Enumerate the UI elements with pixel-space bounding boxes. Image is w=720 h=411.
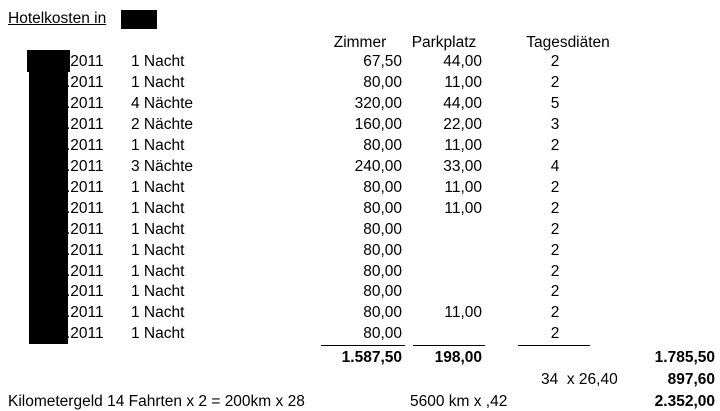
row-nights: 1 Nacht: [131, 325, 185, 342]
row-room-cost: 160,00: [354, 116, 402, 133]
row-date: .2011: [66, 242, 104, 259]
mileage-total: 2.352,00: [654, 393, 715, 410]
row-room-cost: 80,00: [363, 221, 402, 238]
row-room-cost: 80,00: [363, 304, 402, 321]
row-nights: 1 Nacht: [131, 304, 185, 321]
row-room-cost: 67,50: [363, 53, 402, 70]
per-diem-sum-rule: [518, 345, 590, 346]
row-per-diem-days: 2: [550, 221, 560, 238]
per-diem-calculation: 34 x 26,40: [541, 371, 618, 388]
header-parking: Parkplatz: [411, 34, 477, 51]
row-per-diem-days: 2: [550, 53, 560, 70]
row-per-diem-days: 2: [550, 304, 560, 321]
row-nights: 1 Nacht: [131, 137, 185, 154]
row-parking-cost: 22,00: [443, 116, 482, 133]
row-date: .2011: [66, 158, 104, 175]
row-per-diem-days: 2: [550, 200, 560, 217]
row-date: .2011: [66, 304, 104, 321]
row-room-cost: 80,00: [363, 283, 402, 300]
room-sum-rule: [321, 345, 405, 346]
row-room-cost: 80,00: [363, 137, 402, 154]
row-date: .2011: [66, 221, 104, 238]
date-redaction: [29, 301, 68, 323]
date-redaction: [29, 71, 68, 93]
parking-sum-rule: [413, 345, 485, 346]
row-parking-cost: 11,00: [444, 137, 482, 154]
row-nights: 4 Nächte: [131, 95, 194, 112]
row-per-diem-days: 4: [550, 158, 560, 175]
date-redaction: [29, 218, 68, 240]
row-per-diem-days: 2: [550, 242, 560, 259]
row-date: .2011: [66, 74, 104, 91]
title-redaction: [121, 10, 157, 29]
row-room-cost: 80,00: [363, 200, 402, 217]
row-date: .2011: [66, 283, 104, 300]
row-parking-cost: 44,00: [443, 95, 482, 112]
row-date: .2011: [66, 137, 104, 154]
row-per-diem-days: 5: [550, 95, 560, 112]
row-parking-cost: 44,00: [443, 53, 482, 70]
date-redaction: [29, 155, 68, 177]
row-room-cost: 80,00: [363, 263, 402, 280]
row-nights: 1 Nacht: [131, 221, 185, 238]
row-per-diem-days: 2: [550, 263, 560, 280]
row-per-diem-days: 2: [550, 74, 560, 91]
date-redaction: [29, 92, 68, 114]
row-nights: 1 Nacht: [131, 263, 185, 280]
row-date: .2011: [66, 53, 104, 70]
date-redaction: [29, 134, 68, 156]
row-room-cost: 240,00: [354, 158, 402, 175]
mileage-calculation: 5600 km x ,42: [410, 393, 508, 410]
row-room-cost: 320,00: [354, 95, 402, 112]
sheet-title: Hotelkosten in: [8, 10, 107, 27]
row-per-diem-days: 2: [550, 325, 560, 342]
parking-total: 198,00: [434, 349, 482, 366]
mileage-label: Kilometergeld 14 Fahrten x 2 = 200km x 28: [8, 393, 305, 410]
per-diem-total: 897,60: [667, 371, 715, 388]
row-nights: 1 Nacht: [131, 53, 185, 70]
row-date: .2011: [66, 116, 104, 133]
hotel-grand-total: 1.785,50: [654, 349, 715, 366]
row-parking-cost: 11,00: [444, 74, 482, 91]
row-parking-cost: 11,00: [444, 200, 482, 217]
row-date: .2011: [66, 179, 104, 196]
header-room: Zimmer: [333, 34, 387, 51]
row-per-diem-days: 2: [550, 179, 560, 196]
date-redaction: [27, 50, 70, 72]
row-room-cost: 80,00: [363, 74, 402, 91]
row-parking-cost: 11,00: [444, 179, 482, 196]
row-per-diem-days: 2: [550, 137, 560, 154]
row-per-diem-days: 2: [550, 283, 560, 300]
date-redaction: [29, 239, 68, 261]
row-parking-cost: 11,00: [444, 304, 482, 321]
row-room-cost: 80,00: [363, 179, 402, 196]
row-room-cost: 80,00: [363, 242, 402, 259]
row-nights: 1 Nacht: [131, 242, 185, 259]
date-redaction: [29, 197, 68, 219]
date-redaction: [29, 260, 68, 282]
row-date: .2011: [66, 325, 104, 342]
date-redaction: [29, 176, 68, 198]
date-redaction: [29, 113, 68, 135]
row-nights: 1 Nacht: [131, 200, 185, 217]
row-nights: 1 Nacht: [131, 179, 185, 196]
date-redaction: [29, 322, 68, 344]
row-date: .2011: [66, 200, 104, 217]
row-nights: 2 Nächte: [131, 116, 194, 133]
row-nights: 3 Nächte: [131, 158, 194, 175]
row-per-diem-days: 3: [550, 116, 560, 133]
date-redaction: [29, 280, 68, 302]
row-parking-cost: 33,00: [443, 158, 482, 175]
row-date: .2011: [66, 263, 104, 280]
row-nights: 1 Nacht: [131, 74, 185, 91]
room-total: 1.587,50: [341, 349, 402, 366]
row-room-cost: 80,00: [363, 325, 402, 342]
header-per-diem: Tagesdiäten: [526, 34, 610, 51]
row-date: .2011: [66, 95, 104, 112]
row-nights: 1 Nacht: [131, 283, 185, 300]
